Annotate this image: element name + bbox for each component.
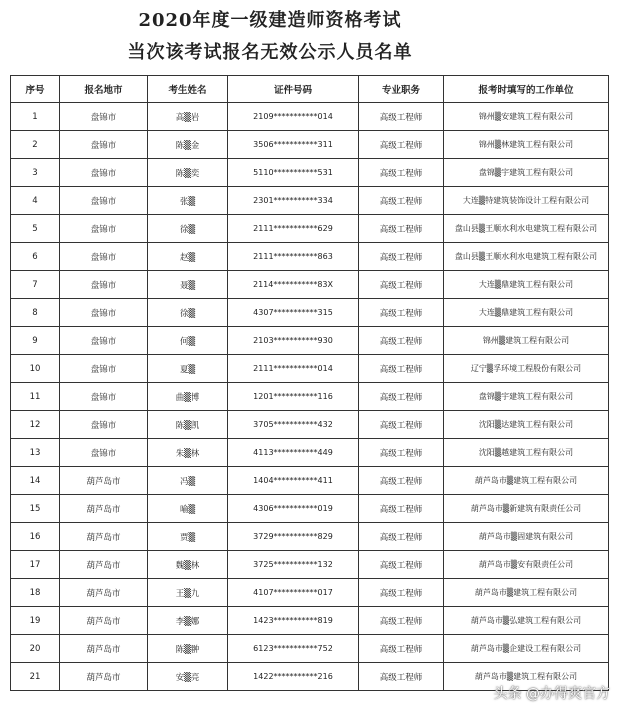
row-city: 葫芦岛市 [60,607,148,635]
row-title: 高级工程师 [359,663,444,691]
row-no: 21 [11,663,60,691]
table-row [11,551,609,579]
row-no: 8 [11,299,60,327]
row-city: 葫芦岛市 [60,551,148,579]
row-city: 盘锦市 [60,187,148,215]
row-unit: 葫芦岛市▒安有限责任公司 [444,551,609,579]
row-city: 盘锦市 [60,439,148,467]
row-unit: 葫芦岛市▒新建筑有限责任公司 [444,495,609,523]
row-no: 6 [11,243,60,271]
col-header-title: 专业职务 [359,76,444,103]
table-row [11,187,609,215]
row-title: 高级工程师 [359,159,444,187]
row-name: 张▒ [148,187,228,215]
page-subtitle: 当次该考试报名无效公示人员名单 [127,42,413,63]
row-city: 葫芦岛市 [60,523,148,551]
row-no: 4 [11,187,60,215]
row-title: 高级工程师 [359,383,444,411]
row-city: 盘锦市 [60,215,148,243]
row-title: 高级工程师 [359,243,444,271]
table-row [11,439,609,467]
row-id: 3705***********432 [228,411,359,439]
row-unit: 锦州▒林建筑工程有限公司 [444,131,609,159]
table-row [11,383,609,411]
row-no: 17 [11,551,60,579]
row-no: 16 [11,523,60,551]
row-name: 徐▒ [148,299,228,327]
row-unit: 葫芦岛市▒固建筑有限公司 [444,523,609,551]
row-unit: 大连▒鼎建筑工程有限公司 [444,271,609,299]
col-header-no: 序号 [11,76,60,103]
row-name: 曲▒博 [148,383,228,411]
row-title: 高级工程师 [359,439,444,467]
row-name: 魏▒林 [148,551,228,579]
row-name: 赵▒ [148,243,228,271]
col-header-id: 证件号码 [228,76,359,103]
row-id: 3506***********311 [228,131,359,159]
roster-table [10,75,609,691]
row-city: 盘锦市 [60,271,148,299]
row-title: 高级工程师 [359,327,444,355]
row-id: 4307***********315 [228,299,359,327]
row-name: 喻▒ [148,495,228,523]
row-title: 高级工程师 [359,467,444,495]
table-row [11,299,609,327]
row-no: 10 [11,355,60,383]
row-title: 高级工程师 [359,215,444,243]
row-id: 4113***********449 [228,439,359,467]
row-id: 2111***********629 [228,215,359,243]
row-no: 20 [11,635,60,663]
row-unit: 锦州▒安建筑工程有限公司 [444,103,609,131]
row-title: 高级工程师 [359,607,444,635]
row-unit: 葫芦岛市▒企建设工程有限公司 [444,635,609,663]
row-unit: 葫芦岛市▒建筑工程有限公司 [444,467,609,495]
row-city: 盘锦市 [60,159,148,187]
row-no: 9 [11,327,60,355]
row-unit: 大连▒特建筑装饰设计工程有限公司 [444,187,609,215]
row-unit: 盘山县▒王顺水利水电建筑工程有限公司 [444,243,609,271]
row-unit: 沈阳▒达建筑工程有限公司 [444,411,609,439]
row-name: 冯▒ [148,467,228,495]
row-id: 5110***********531 [228,159,359,187]
row-city: 盘锦市 [60,327,148,355]
row-title: 高级工程师 [359,103,444,131]
row-city: 盘锦市 [60,299,148,327]
row-unit: 葫芦岛市▒建筑工程有限公司 [444,579,609,607]
table-row [11,635,609,663]
row-title: 高级工程师 [359,551,444,579]
row-title: 高级工程师 [359,635,444,663]
row-city: 盘锦市 [60,383,148,411]
row-unit: 盘锦▒宇建筑工程有限公司 [444,159,609,187]
row-city: 盘锦市 [60,411,148,439]
row-name: 何▒ [148,327,228,355]
row-city: 葫芦岛市 [60,635,148,663]
row-no: 7 [11,271,60,299]
row-no: 15 [11,495,60,523]
col-header-city: 报名地市 [60,76,148,103]
row-city: 盘锦市 [60,131,148,159]
table-row [11,579,609,607]
table-row [11,411,609,439]
row-id: 1422***********216 [228,663,359,691]
row-name: 朱▒林 [148,439,228,467]
row-id: 2114***********83X [228,271,359,299]
col-header-name: 考生姓名 [148,76,228,103]
row-title: 高级工程师 [359,299,444,327]
row-unit: 盘锦▒宇建筑工程有限公司 [444,383,609,411]
row-name: 陈▒奕 [148,159,228,187]
row-name: 王▒九 [148,579,228,607]
row-no: 19 [11,607,60,635]
page-title: 2020年度一级建造师资格考试 [138,10,402,31]
row-city: 葫芦岛市 [60,663,148,691]
row-no: 2 [11,131,60,159]
table-row [11,607,609,635]
row-id: 2301***********334 [228,187,359,215]
row-name: 李▒娜 [148,607,228,635]
row-id: 6123***********752 [228,635,359,663]
row-id: 2103***********930 [228,327,359,355]
row-title: 高级工程师 [359,187,444,215]
table-row [11,495,609,523]
table-header-row [11,76,609,103]
row-city: 葫芦岛市 [60,467,148,495]
row-unit: 大连▒鼎建筑工程有限公司 [444,299,609,327]
row-id: 3725***********132 [228,551,359,579]
row-unit: 盘山县▒王顺水利水电建筑工程有限公司 [444,215,609,243]
row-no: 1 [11,103,60,131]
row-name: 聂▒ [148,271,228,299]
row-title: 高级工程师 [359,411,444,439]
table-row [11,523,609,551]
row-city: 葫芦岛市 [60,579,148,607]
watermark: 头条 @办得爽官方 [493,686,610,702]
row-unit: 辽宁▒孚环境工程股份有限公司 [444,355,609,383]
row-id: 1423***********819 [228,607,359,635]
row-no: 5 [11,215,60,243]
table-row [11,271,609,299]
table-row [11,103,609,131]
row-title: 高级工程师 [359,131,444,159]
row-id: 2111***********014 [228,355,359,383]
col-header-unit: 报考时填写的工作单位 [444,76,609,103]
row-name: 贾▒ [148,523,228,551]
table-row [11,243,609,271]
row-no: 12 [11,411,60,439]
row-unit: 沈阳▒越建筑工程有限公司 [444,439,609,467]
row-no: 14 [11,467,60,495]
row-title: 高级工程师 [359,355,444,383]
row-name: 陈▒凯 [148,411,228,439]
row-id: 4107***********017 [228,579,359,607]
row-unit: 葫芦岛市▒弘建筑工程有限公司 [444,607,609,635]
row-name: 高▒岩 [148,103,228,131]
row-name: 夏▒ [148,355,228,383]
row-unit: 锦州▒建筑工程有限公司 [444,327,609,355]
table-row [11,131,609,159]
table-row [11,159,609,187]
row-city: 盘锦市 [60,103,148,131]
row-name: 徐▒ [148,215,228,243]
row-unit: 葫芦岛市▒建筑工程有限公司 [444,663,609,691]
row-title: 高级工程师 [359,523,444,551]
row-no: 13 [11,439,60,467]
row-no: 18 [11,579,60,607]
table-row [11,467,609,495]
table-row [11,355,609,383]
row-title: 高级工程师 [359,495,444,523]
row-city: 盘锦市 [60,243,148,271]
row-name: 陈▒翀 [148,635,228,663]
row-id: 4306***********019 [228,495,359,523]
table-row [11,327,609,355]
row-city: 盘锦市 [60,355,148,383]
row-title: 高级工程师 [359,271,444,299]
row-id: 1404***********411 [228,467,359,495]
row-id: 2111***********863 [228,243,359,271]
row-id: 1201***********116 [228,383,359,411]
row-no: 11 [11,383,60,411]
row-id: 3729***********829 [228,523,359,551]
row-no: 3 [11,159,60,187]
row-name: 陈▒金 [148,131,228,159]
row-name: 安▒亮 [148,663,228,691]
row-title: 高级工程师 [359,579,444,607]
row-id: 2109***********014 [228,103,359,131]
table-row [11,215,609,243]
row-city: 葫芦岛市 [60,495,148,523]
